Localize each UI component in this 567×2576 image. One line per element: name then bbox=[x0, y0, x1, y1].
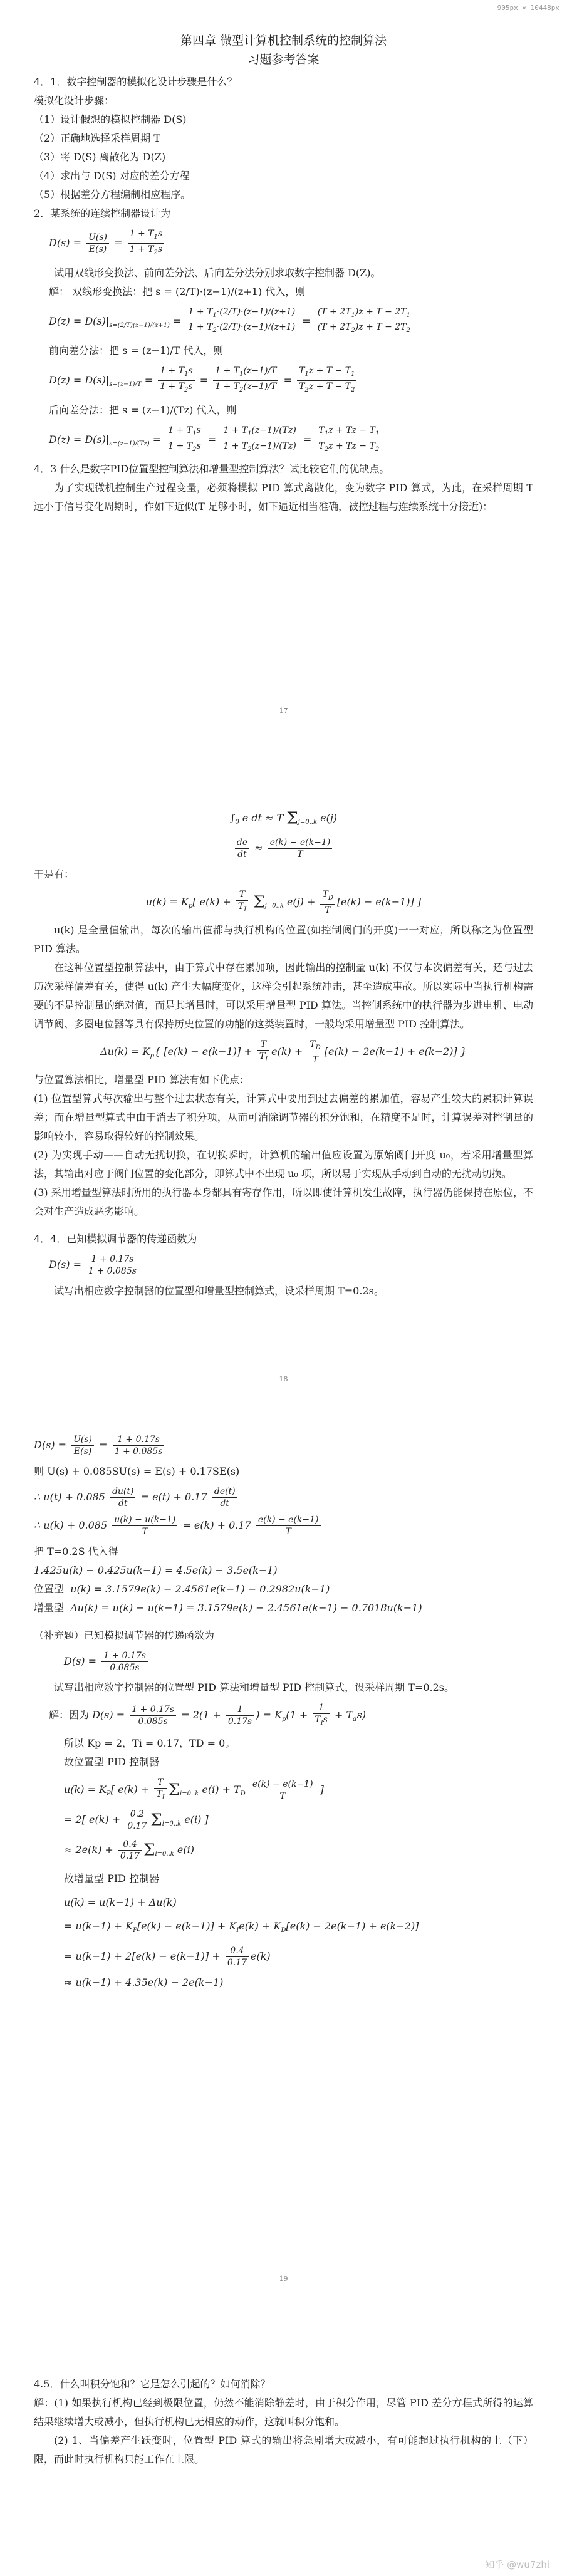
equation-forward: $D(z) = D(s)|_{s=(z-1)/T}$ = $\frac{1 + T_1s}{1 + T_2s}$ = $\frac{1 + T_1(z-1)/T}{1 + T_2(z-1)/T}$ = $\frac{T_1z + T - T_1}{T_2z + T - T_2}$ bbox=[34, 365, 533, 396]
equation-pid-position-general: $u(k) = K_P$[ e(k) + $\frac{T}{T_I}$ $\Sigma_{i=0..k}$ $e(i) + T_D$ $\frac{e(k) - e(k-1)}{T}$ ] bbox=[64, 1777, 324, 1801]
equation-integral-approx: $\int_0$ e dt ≈ T $\Sigma_{j=0..k}$ e(j) bbox=[229, 809, 338, 828]
page-1 bbox=[0, 0, 567, 730]
solution-forward: 前向差分法：把 s = (z−1)/T 代入，则 bbox=[49, 345, 224, 357]
design-step-3: （3）将 D(S) 离散化为 D(Z) bbox=[34, 151, 166, 163]
question-4-5: 4.5．什么叫积分饱和？它是怎么引起的？如何消除？ bbox=[34, 2378, 271, 2390]
laplace-relation: 则 U(s) + 0.085SU(s) = E(s) + 0.17SE(s) bbox=[34, 1465, 240, 1477]
chapter-subtitle: 习题参考答案 bbox=[247, 53, 320, 66]
advantage-1: (1) 位置型算式每次输出与整个过去状态有关，计算式中要用到过去偏差的累加值，容易产生较大的累积计算误差；而在增量型算式中由于消去了积分项，从而可消除调节器的积分饱和，在精度不足时，计算误差对控制量的影响较小，容易取得较好的控制效果。 bbox=[34, 1093, 533, 1143]
answer-4-5-part-1: 解：(1) 如果执行机构已经到极限位置，仍然不能消除静差时，由于积分作用，尽管 PID 差分方程式所得的运算结果继续增大或减小，但执行机构已无相应的动作，这就叫积分饱和。 bbox=[34, 2397, 533, 2428]
therefore-label: 于是有： bbox=[34, 868, 75, 881]
equation-4-4-ratio: D(s) = $\frac{U(s)}{E(s)}$ = $\frac{1 + 0.17s}{1 + 0.085s}$ bbox=[34, 1434, 533, 1457]
solution-label: 解：因为 bbox=[49, 1708, 90, 1721]
question-4-1: 4．1．数字控制器的模拟化设计步骤是什么？ bbox=[34, 76, 237, 88]
position-form-equation: u(k) = 3.1579e(k) − 2.4561e(k−1) − 0.2982u(k−1) bbox=[70, 1583, 330, 1595]
equation-derivative-approx: $\frac{de}{dt}$ ≈ $\frac{e(k) - e(k-1)}{T}$ bbox=[34, 837, 533, 860]
supplementary-question: （补充题）已知模拟调节器的传递函数为 bbox=[34, 1629, 215, 1641]
solution-bilinear: 解： 双线形变换法：把 s = (2/T)·(z−1)/(z+1) 代入，则 bbox=[49, 285, 306, 298]
equation-incremental-pid: $\Delta u(k) = K_p${ [e(k) − e(k−1)] + $\frac{T}{T_I}$ e(k) + $\frac{T_D}{T}$ [e(k) − 2e(k−1) + e(k−2)] } bbox=[100, 1039, 467, 1066]
equation-backward: $D(z) = D(s)|_{s=(z-1)/(Tz)}$ = $\frac{1 + T_1s}{1 + T_2s}$ = $\frac{1 + T_1(z-1)/(Tz)}{1 + T_2(z-1)/(Tz)}$ = $\frac{T_1z + Tz - T_1}{T_2z + Tz - T_2}$ bbox=[34, 425, 533, 455]
position-form-label: 位置型 bbox=[34, 1583, 65, 1595]
incremental-form-label: 增量型 bbox=[34, 1602, 65, 1614]
page-2-content bbox=[34, 804, 533, 1301]
equation-pid-inc-4: ≈ u(k−1) + 4.35e(k) − 2e(k−1) bbox=[64, 1976, 224, 1988]
parameter-values: 所以 Kp = 2，Ti = 0.17，TD = 0。 bbox=[64, 1737, 236, 1750]
equation-pid-position-simplified: ≈ 2e(k) + $\frac{0.4}{0.17}$ $\Sigma_{i=0..k}$ e(i) bbox=[64, 1839, 194, 1862]
advantages-lead: 与位置算法相比，增量型 PID 算法有如下优点： bbox=[34, 1074, 250, 1086]
page-2 bbox=[0, 730, 567, 1398]
advantage-3: (3) 采用增量型算法时所用的执行器本身都具有寄存作用，所以即使计算机发生故障，执行器仍能保持在原位，不会对生产造成恶劣影响。 bbox=[34, 1187, 533, 1218]
position-form bbox=[34, 1580, 533, 1599]
page-number-18: 18 bbox=[279, 1375, 288, 1383]
equation-difference: ∴ u(k) + 0.085 $\frac{u(k) - u(k-1)}{T}$ = e(k) + 0.17 $\frac{e(k) - e(k-1)}{T}$ bbox=[34, 1514, 533, 1537]
equation-controller: D(s) = $\frac{U(s)}{E(s)}$ = $\frac{1 + T_1s}{1 + T_2s}$ bbox=[34, 228, 533, 259]
equation-time-domain: ∴ u(t) + 0.085 $\frac{du(t)}{dt}$ = e(t) + 0.17 $\frac{de(t)}{dt}$ bbox=[34, 1486, 533, 1509]
page-3-content bbox=[34, 1429, 533, 1997]
page-number-17: 17 bbox=[279, 707, 288, 715]
equation-pid-inc-2: = $u(k-1) + K_P[e(k) - e(k-1)] + K_Ie(k) + K_D[e(k) - 2e(k-1) + e(k-2)]$ bbox=[64, 1919, 419, 1934]
incremental-pid-reason: 在这种位置型控制算法中，由于算式中存在累加项，因此输出的控制量 u(k) 不仅与本次偏差有关，还与过去历次采样偏差有关，使得 u(k) 产生大幅度变化，这样会引起系统冲击，甚至造成事故。所以实际中当执行机构需要的不是控制量的绝对值，而是其增量时，可以采用增量型 PID 算法。当控制系统中的执行器为步进电机、电动调节阀、多圈电位器等具有保持历史位置的功能的这类装置时，一般均采用增量型 PID 控制算法。 bbox=[34, 962, 533, 1031]
equation-supp-decomposition: 解：因为 D(s) = $\frac{1 + 0.17s}{0.085s}$ = 2(1 + $\frac{1}{0.17s}$ ) = $K_p(1$ + $\frac{1}{T_Is}$ + $T_ds$) bbox=[49, 1703, 367, 1727]
question-4-4-text: 试写出相应数字控制器的位置型和增量型控制算式，设采样周期 T=0.2s。 bbox=[54, 1285, 384, 1297]
equation-4-4-transfer: D(s) = $\frac{1 + 0.17s}{1 + 0.085s}$ bbox=[34, 1254, 533, 1277]
supplementary-question-text: 试写出相应数字控制器的位置型 PID 算法和增量型 PID 控制算式，设采样周期 T=0.2s。 bbox=[54, 1681, 454, 1693]
page-3 bbox=[0, 1398, 567, 2325]
design-step-1: （1）设计假想的模拟控制器 D(S) bbox=[34, 113, 187, 125]
equation-bilinear: $D(z) = D(s)|_{s=(2/T)(z-1)/(z+1)}$ = $\frac{1 + T_1\cdot(2/T)\cdot(z-1)/(z+1)}{1 + T_2\cdot(2/T)\cdot(z-1)/(z+1)}$ = $\frac{(T + 2T_1)z + T - 2T_1}{(T + 2T_2)z + T - 2T_2}$ bbox=[34, 306, 533, 337]
position-pid-explanation: u(k) 是全量值输出，每次的输出值都与执行机构的位置(如控制阀门的开度)一一对应，所以称之为位置型 PID 算法。 bbox=[34, 924, 533, 955]
zhihu-watermark: 知乎 @wu7zhi bbox=[485, 2559, 549, 2570]
page-4 bbox=[0, 2325, 567, 2576]
incremental-form bbox=[34, 1599, 533, 1618]
question-4-4: 4．4．已知模拟调节器的传递函数为 bbox=[34, 1233, 197, 1245]
image-dimensions: 905px × 10448px bbox=[497, 4, 559, 12]
question-4-3: 4．3 什么是数字PID位置型控制算法和增量型控制算法？试比较它们的优缺点。 bbox=[34, 463, 390, 475]
question-2-text: 试用双线形变换法、前向差分法、后向差分法分别求取数字控制器 D(Z)。 bbox=[54, 266, 381, 279]
design-step-2: （2）正确地选择采样周期 T bbox=[34, 132, 160, 144]
incremental-pid-label: 故增量型 PID 控制器 bbox=[64, 1872, 160, 1884]
solution-backward: 后向差分法：把 s = (z−1)/(Tz) 代入，则 bbox=[49, 403, 237, 416]
design-step-5: （5）根据差分方程编制相应程序。 bbox=[34, 189, 191, 200]
position-pid-label: 故位置型 PID 控制器 bbox=[64, 1756, 160, 1768]
page-1-content bbox=[34, 31, 533, 516]
page-number-19: 19 bbox=[279, 2275, 288, 2283]
chapter-title: 第四章 微型计算机控制系统的控制算法 bbox=[180, 34, 387, 48]
equation-position-pid: $u(k) = K_p$[ e(k) + $\frac{T}{T_I}$ $\Sigma_{j=0..k}$ e(j) + $\frac{T_D}{T}$ [e(k) − e(k−1)] ] bbox=[145, 890, 422, 915]
equation-supp-transfer: D(s) = $\frac{1 + 0.17s}{0.085s}$ bbox=[34, 1650, 533, 1673]
incremental-form-equation: Δu(k) = u(k) − u(k−1) = 3.1579e(k) − 2.4561e(k−1) − 0.7018u(k−1) bbox=[70, 1602, 422, 1614]
page-4-content bbox=[34, 2375, 533, 2469]
substitute-t: 把 T=0.2S 代入得 bbox=[34, 1545, 118, 1557]
equation-pid-inc-1: u(k) = u(k−1) + Δu(k) bbox=[64, 1896, 177, 1908]
advantage-2: (2) 为实现手动——自动无扰切换，在切换瞬时，计算机的输出值应设置为原始阀门开度 u₀，若采用增量型算法，其输出对应于阀门位置的变化部分，即算式中不出现 u₀ 项，所以易于实现从手动到自动的无扰动切换。 bbox=[34, 1149, 533, 1180]
question-4-3-text: 为了实现微机控制生产过程变量，必须将模拟 PID 算式离散化，变为数字 PID 算式，为此，在采样周期 T 远小于信号变化周期时，作如下近似(T 足够小时，如下逼近相当准确，被控过程与连续系统十分接近)： bbox=[34, 482, 533, 513]
question-2: 2．某系统的连续控制器设计为 bbox=[34, 207, 171, 219]
design-step-4: （4）求出与 D(S) 对应的差分方程 bbox=[34, 170, 190, 182]
equation-substituted: 1.425u(k) − 0.425u(k−1) = 4.5e(k) − 3.5e(k−1) bbox=[34, 1564, 278, 1576]
answer-4-5-part-2: (2) 1、当偏差产生跃变时，位置型 PID 算式的输出将急剧增大或减小，有可能超过执行机构的上（下）限，而此时执行机构只能工作在上限。 bbox=[34, 2434, 533, 2465]
equation-pid-inc-3: = u(k−1) + 2[e(k) − e(k−1)] + $\frac{0.4}{0.17}$ e(k) bbox=[64, 1945, 271, 1968]
design-steps-lead: 模拟化设计步骤： bbox=[34, 95, 115, 106]
equation-pid-position-numeric: = 2[ e(k) + $\frac{0.2}{0.17}$ $\Sigma_{i=0..k}$ e(i) ] bbox=[64, 1809, 209, 1832]
